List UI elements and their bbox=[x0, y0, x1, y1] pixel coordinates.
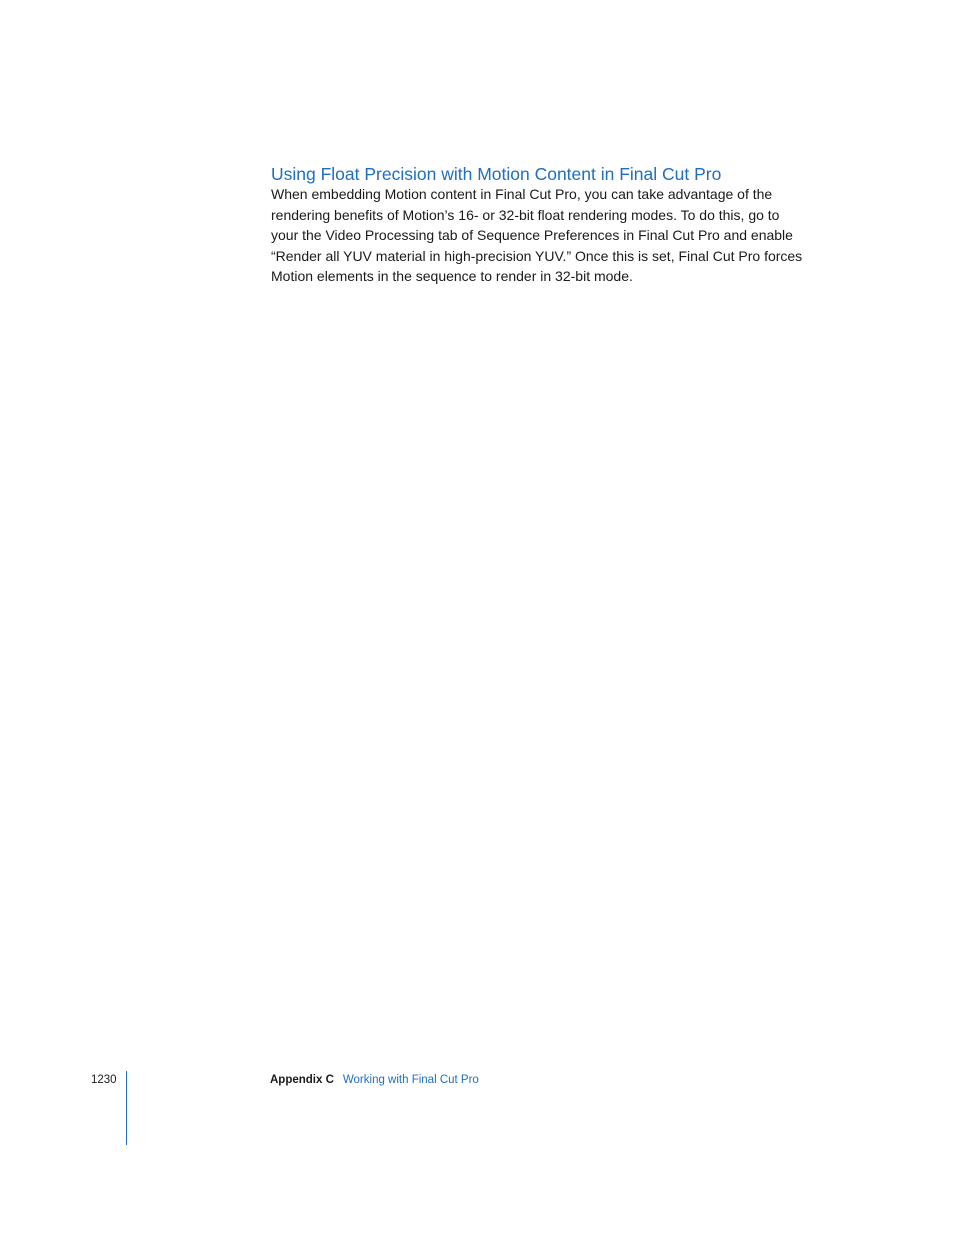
section-heading: Using Float Precision with Motion Content in Final Cut Pro bbox=[271, 164, 722, 184]
chapter-label: Appendix C bbox=[270, 1074, 334, 1086]
page-number: 1230 bbox=[91, 1074, 117, 1086]
chapter-title: Working with Final Cut Pro bbox=[342, 1074, 479, 1086]
body-line: “Render all YUV material in high-precision YUV.” Once this is set, Final Cut Pro forces bbox=[271, 247, 803, 264]
body-line: When embedding Motion content in Final Cut Pro, you can take advantage of the bbox=[271, 186, 773, 202]
body-paragraph bbox=[271, 184, 811, 287]
footer-chapter bbox=[270, 1072, 479, 1088]
body-line: rendering benefits of Motion’s 16- or 32-bit float rendering modes. To do this, go to bbox=[271, 206, 780, 223]
body-line: your the Video Processing tab of Sequence Preferences in Final Cut Pro and enable bbox=[271, 227, 793, 243]
body-line: Motion elements in the sequence to render in 32-bit mode. bbox=[271, 268, 633, 284]
footer-divider bbox=[126, 1071, 127, 1145]
